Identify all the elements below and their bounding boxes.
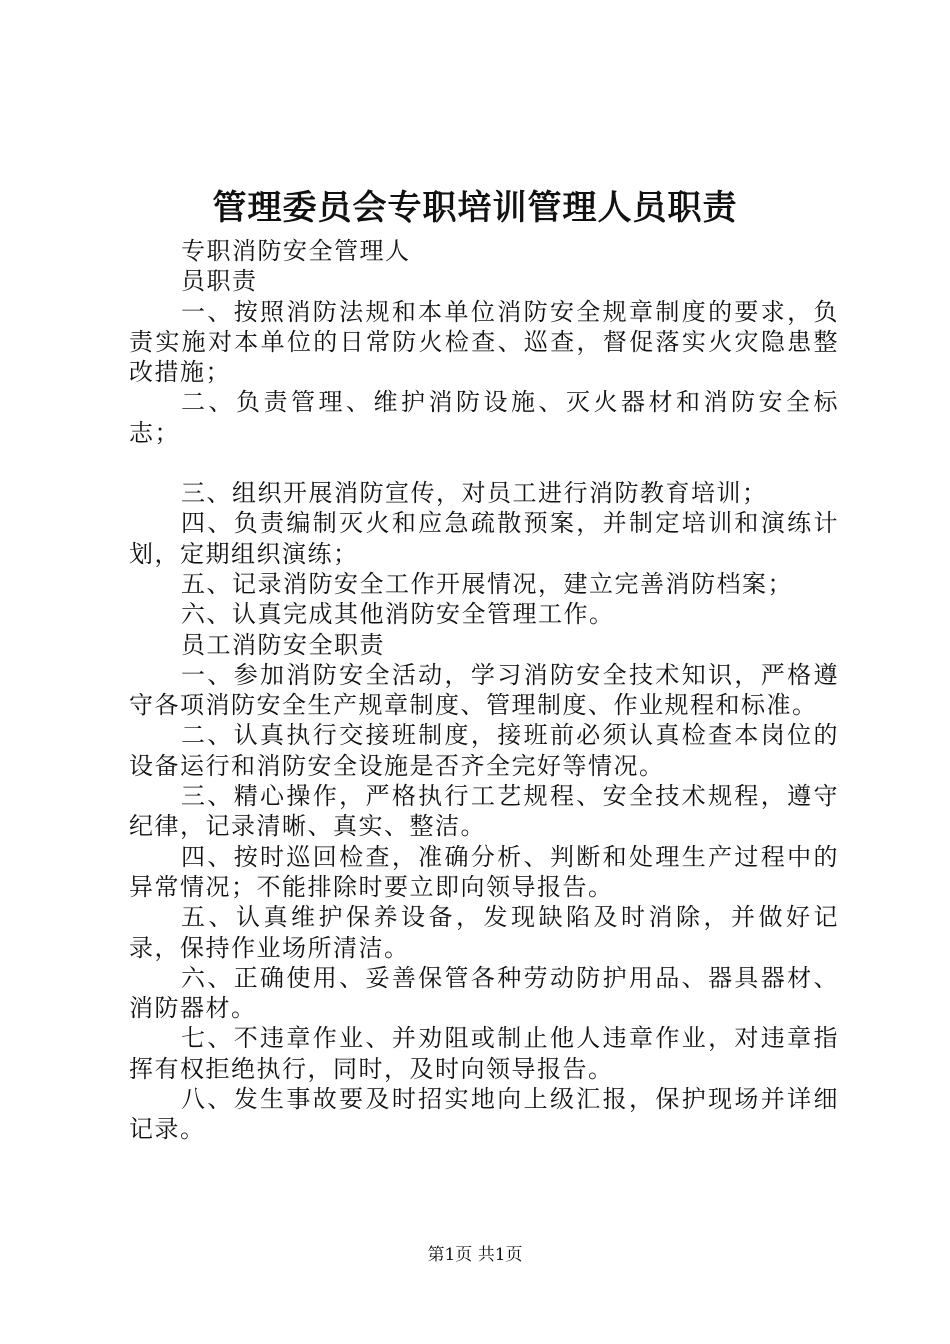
paragraph: 二、认真执行交接班制度，接班前必须认真检查本岗位的设备运行和消防安全设施是否齐全完好等情况。 bbox=[129, 721, 839, 780]
paragraph: 五、认真维护保养设备，发现缺陷及时消除，并做好记录，保持作业场所清洁。 bbox=[129, 903, 839, 962]
paragraph: 四、按时巡回检查，准确分析、判断和处理生产过程中的异常情况；不能排除时要立即向领导报告。 bbox=[129, 842, 839, 901]
paragraph: 一、按照消防法规和本单位消防安全规章制度的要求，负责实施对本单位的日常防火检查、巡查，督促落实火灾隐患整改措施； bbox=[129, 297, 839, 387]
paragraph: 专职消防安全管理人 bbox=[181, 237, 411, 265]
page-footer: 第1页 共1页 bbox=[427, 1245, 523, 1265]
paragraph: 六、认真完成其他消防安全管理工作。 bbox=[181, 600, 615, 629]
document-title: 管理委员会专职培训管理人员职责 bbox=[212, 188, 738, 228]
section-heading: 员工消防安全职责 bbox=[181, 630, 385, 659]
paragraph: 七、不违章作业、并劝阻或制止他人违章作业，对违章指挥有权拒绝执行，同时，及时向领导报告。 bbox=[129, 1024, 839, 1083]
paragraph: 二、负责管理、维护消防设施、灭火器材和消防安全标志； bbox=[129, 388, 839, 447]
paragraph: 四、负责编制灭火和应急疏散预案，并制定培训和演练计划，定期组织演练； bbox=[129, 509, 839, 568]
paragraph: 一、参加消防安全活动，学习消防安全技术知识，严格遵守各项消防安全生产规章制度、管理制度、作业规程和标准。 bbox=[129, 660, 839, 720]
paragraph: 员职责 bbox=[181, 267, 258, 296]
paragraph: 五、记录消防安全工作开展情况，建立完善消防档案； bbox=[181, 569, 793, 598]
paragraph: 三、组织开展消防宣传，对员工进行消防教育培训； bbox=[181, 479, 768, 508]
paragraph: 六、正确使用、妥善保管各种劳动防护用品、器具器材、消防器材。 bbox=[129, 963, 839, 1023]
paragraph: 三、精心操作，严格执行工艺规程、安全技术规程，遵守纪律，记录清晰、真实、整洁。 bbox=[129, 782, 839, 841]
paragraph: 八、发生事故要及时招实地向上级汇报，保护现场并详细记录。 bbox=[129, 1085, 839, 1144]
document-body bbox=[129, 236, 839, 1145]
